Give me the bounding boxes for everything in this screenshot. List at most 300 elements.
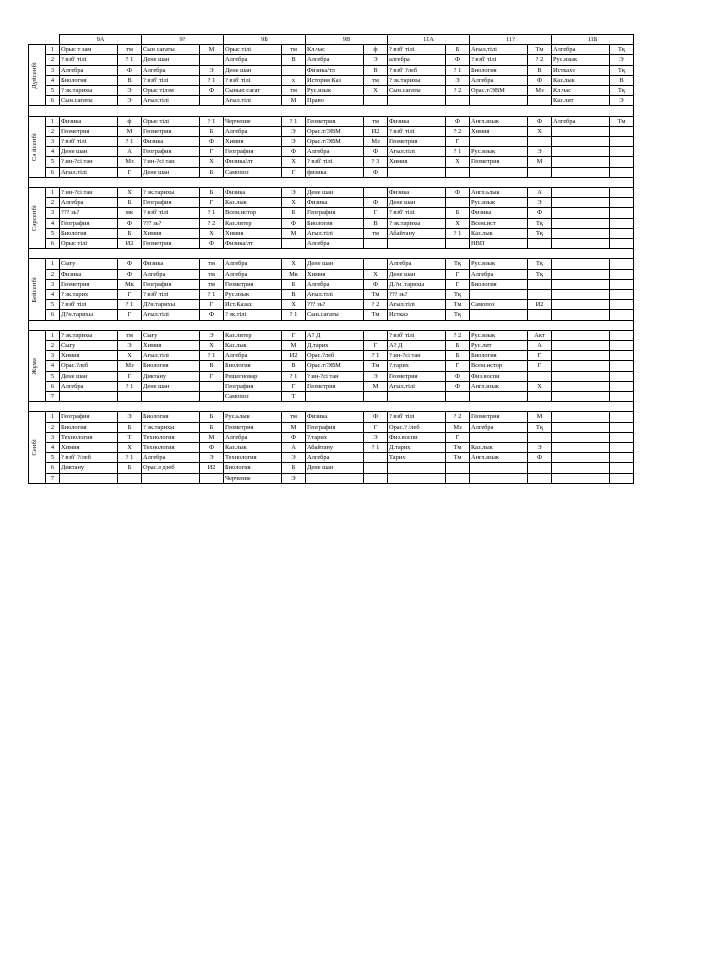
teacher-cell: Э bbox=[364, 432, 388, 442]
teacher-cell: Т bbox=[282, 392, 306, 402]
teacher-cell: Э bbox=[118, 86, 142, 96]
teacher-cell: Э bbox=[528, 443, 552, 453]
teacher-cell: Тқ bbox=[528, 259, 552, 269]
subject-cell: Дене шан bbox=[224, 65, 282, 75]
teacher-cell: тм bbox=[118, 330, 142, 340]
subject-cell: Физика bbox=[388, 188, 446, 198]
subject-cell: География bbox=[306, 208, 364, 218]
teacher-cell: Б bbox=[200, 126, 224, 136]
day-spacer bbox=[29, 177, 634, 187]
teacher-cell: Ф bbox=[364, 198, 388, 208]
teacher-cell: ? 1 bbox=[118, 300, 142, 310]
lesson-number: 1 bbox=[46, 188, 60, 198]
teacher-cell bbox=[364, 96, 388, 106]
teacher-cell: Ф bbox=[118, 259, 142, 269]
subject-cell: Решегновар bbox=[224, 371, 282, 381]
subject-cell bbox=[552, 147, 610, 157]
teacher-cell bbox=[610, 381, 634, 391]
subject-cell bbox=[552, 422, 610, 432]
subject-cell: Геометрия bbox=[470, 412, 528, 422]
subject-cell: Геометрия bbox=[470, 157, 528, 167]
subject-cell: Каз.лык bbox=[224, 443, 282, 453]
teacher-cell: ? 2 bbox=[446, 330, 470, 340]
table-row bbox=[29, 371, 634, 381]
subject-cell: Орыс тілі bbox=[142, 116, 200, 126]
subject-cell: Сын.сағаты bbox=[388, 86, 446, 96]
teacher-cell: М bbox=[364, 381, 388, 391]
day-spacer-cell bbox=[29, 177, 634, 187]
subject-cell: ??? зь? bbox=[60, 208, 118, 218]
day-label-3 bbox=[29, 188, 46, 249]
teacher-cell: Х bbox=[282, 157, 306, 167]
subject-cell: Ағыл.тілі bbox=[142, 96, 200, 106]
lesson-number: 5 bbox=[46, 228, 60, 238]
subject-cell bbox=[552, 330, 610, 340]
subject-cell: ??? зь? bbox=[142, 218, 200, 228]
subject-cell: ? зк.тілі bbox=[224, 310, 282, 320]
lesson-number: 5 bbox=[46, 300, 60, 310]
teacher-cell: Э bbox=[446, 75, 470, 85]
subject-cell: ? ин-?сі тан bbox=[142, 157, 200, 167]
subject-cell: Дене шан bbox=[60, 371, 118, 381]
day-label-2 bbox=[29, 116, 46, 177]
teacher-cell bbox=[610, 300, 634, 310]
subject-cell: Д?н.тарихы bbox=[60, 310, 118, 320]
header-class-7: 11Б bbox=[552, 35, 634, 45]
teacher-cell bbox=[200, 381, 224, 391]
subject-cell: Технология bbox=[224, 453, 282, 463]
schedule-page bbox=[0, 34, 728, 975]
subject-cell: ? зк.тарихы bbox=[60, 330, 118, 340]
subject-cell: Алгебра bbox=[60, 198, 118, 208]
subject-cell: Англ.язык bbox=[470, 116, 528, 126]
subject-cell: Англ.язык bbox=[470, 453, 528, 463]
lesson-number: 1 bbox=[46, 45, 60, 55]
subject-cell: ?.тарих bbox=[388, 361, 446, 371]
subject-cell: Сын.сағаты bbox=[60, 96, 118, 106]
table-row bbox=[29, 45, 634, 55]
subject-cell: Орас.? /леб bbox=[388, 422, 446, 432]
teacher-cell: ? 1 bbox=[446, 65, 470, 75]
subject-cell: Алгебра bbox=[470, 269, 528, 279]
subject-cell bbox=[470, 96, 528, 106]
subject-cell: ? взб' тілі bbox=[60, 137, 118, 147]
header-class-1: 9А bbox=[60, 35, 142, 45]
lesson-number: 4 bbox=[46, 361, 60, 371]
teacher-cell: Г bbox=[118, 310, 142, 320]
teacher-cell bbox=[610, 290, 634, 300]
subject-cell: физика bbox=[306, 167, 364, 177]
teacher-cell: Г bbox=[118, 167, 142, 177]
table-row bbox=[29, 116, 634, 126]
table-row bbox=[29, 392, 634, 402]
teacher-cell bbox=[282, 65, 306, 75]
teacher-cell bbox=[446, 198, 470, 208]
lesson-number: 6 bbox=[46, 96, 60, 106]
teacher-cell: ? 1 bbox=[446, 228, 470, 238]
lesson-number: 5 bbox=[46, 157, 60, 167]
lesson-number: 2 bbox=[46, 269, 60, 279]
subject-cell: Орыс тілі bbox=[60, 239, 118, 249]
teacher-cell: тм bbox=[118, 45, 142, 55]
subject-cell: Технология bbox=[142, 443, 200, 453]
subject-cell bbox=[142, 473, 200, 483]
subject-cell: Орас.?леб bbox=[60, 361, 118, 371]
teacher-cell: Г bbox=[446, 361, 470, 371]
subject-cell: Ағыл.тілі bbox=[224, 96, 282, 106]
teacher-cell bbox=[610, 310, 634, 320]
subject-cell: Орас.ә дзеб bbox=[142, 463, 200, 473]
teacher-cell: Тқ bbox=[446, 310, 470, 320]
subject-cell: Алгебра bbox=[224, 269, 282, 279]
lesson-number: 4 bbox=[46, 75, 60, 85]
subject-cell bbox=[470, 432, 528, 442]
teacher-cell bbox=[610, 412, 634, 422]
subject-cell bbox=[470, 310, 528, 320]
teacher-cell: Э bbox=[200, 65, 224, 75]
subject-cell: Технология bbox=[142, 432, 200, 442]
teacher-cell: Тқ bbox=[446, 259, 470, 269]
teacher-cell: Х bbox=[446, 218, 470, 228]
teacher-cell: Тқ bbox=[610, 65, 634, 75]
table-row bbox=[29, 126, 634, 136]
teacher-cell bbox=[610, 330, 634, 340]
teacher-cell: ? 1 bbox=[200, 208, 224, 218]
day-label-6 bbox=[29, 412, 46, 483]
teacher-cell: ? 1 bbox=[282, 310, 306, 320]
teacher-cell: тм bbox=[282, 412, 306, 422]
subject-cell bbox=[552, 463, 610, 473]
teacher-cell: Тқ bbox=[528, 218, 552, 228]
subject-cell: ? ин-?сі тан bbox=[306, 371, 364, 381]
subject-cell: ? взб' ?/леб bbox=[60, 453, 118, 463]
subject-cell: Геометрия bbox=[306, 381, 364, 391]
subject-cell bbox=[552, 228, 610, 238]
subject-cell: Англ.ьлык bbox=[470, 188, 528, 198]
lesson-number: 4 bbox=[46, 443, 60, 453]
subject-cell: Каз.лык bbox=[470, 228, 528, 238]
subject-cell: ? взб' тілі bbox=[224, 75, 282, 85]
teacher-cell: ? 1 bbox=[282, 116, 306, 126]
table-row bbox=[29, 432, 634, 442]
teacher-cell: ? 1 bbox=[282, 371, 306, 381]
subject-cell: Физика bbox=[60, 269, 118, 279]
subject-cell: Биология bbox=[306, 218, 364, 228]
teacher-cell: Ф bbox=[528, 75, 552, 85]
teacher-cell bbox=[610, 157, 634, 167]
teacher-cell: Г bbox=[200, 147, 224, 157]
subject-cell: Сын сағаты bbox=[142, 45, 200, 55]
subject-cell bbox=[470, 463, 528, 473]
teacher-cell: А bbox=[528, 341, 552, 351]
teacher-cell: Тқ bbox=[528, 228, 552, 238]
lesson-number: 3 bbox=[46, 208, 60, 218]
teacher-cell bbox=[528, 96, 552, 106]
subject-cell: Дене шан bbox=[60, 147, 118, 157]
teacher-cell: Ф bbox=[200, 310, 224, 320]
teacher-cell: Х bbox=[200, 228, 224, 238]
subject-cell bbox=[552, 381, 610, 391]
day-spacer bbox=[29, 402, 634, 412]
subject-cell: Орас.т/ЭВМ bbox=[306, 137, 364, 147]
teacher-cell: Ф bbox=[200, 86, 224, 96]
subject-cell: Биология bbox=[60, 228, 118, 238]
teacher-cell bbox=[200, 392, 224, 402]
lesson-number: 3 bbox=[46, 279, 60, 289]
subject-cell: Алгебра bbox=[552, 45, 610, 55]
teacher-cell: Б bbox=[446, 45, 470, 55]
subject-cell: Дене шан bbox=[306, 259, 364, 269]
lesson-number: 5 bbox=[46, 371, 60, 381]
teacher-cell: Э bbox=[118, 341, 142, 351]
teacher-cell: Ф bbox=[446, 116, 470, 126]
teacher-cell: Э bbox=[364, 55, 388, 65]
teacher-cell: Тқ bbox=[610, 45, 634, 55]
teacher-cell: Г bbox=[282, 330, 306, 340]
subject-cell: Самопоз bbox=[470, 300, 528, 310]
teacher-cell: Б bbox=[118, 228, 142, 238]
teacher-cell: Э bbox=[200, 330, 224, 340]
lesson-number: 4 bbox=[46, 290, 60, 300]
subject-cell: Алгебра bbox=[224, 126, 282, 136]
subject-cell: Рус.ьлык bbox=[224, 412, 282, 422]
subject-cell bbox=[552, 208, 610, 218]
subject-cell: Алгебра bbox=[60, 65, 118, 75]
teacher-cell: Х bbox=[446, 157, 470, 167]
subject-cell: Химия bbox=[224, 137, 282, 147]
subject-cell: Ағыл.тілі bbox=[470, 45, 528, 55]
teacher-cell: ? 1 bbox=[200, 290, 224, 300]
subject-cell: Абайтану bbox=[306, 443, 364, 453]
subject-cell: Алгебра bbox=[388, 259, 446, 269]
subject-cell: ? взб' тілі bbox=[388, 330, 446, 340]
subject-cell: Геометрия bbox=[388, 137, 446, 147]
table-row bbox=[29, 157, 634, 167]
day-spacer-cell bbox=[29, 249, 634, 259]
teacher-cell: х bbox=[282, 75, 306, 85]
subject-cell: Исткаэ bbox=[388, 310, 446, 320]
subject-cell: Физ.воспи bbox=[388, 432, 446, 442]
teacher-cell bbox=[446, 392, 470, 402]
subject-cell: Самопоз bbox=[224, 392, 282, 402]
teacher-cell bbox=[364, 188, 388, 198]
header-class-3: 9Б bbox=[224, 35, 306, 45]
table-row bbox=[29, 218, 634, 228]
lesson-number: 3 bbox=[46, 137, 60, 147]
table-row bbox=[29, 341, 634, 351]
subject-cell: Химия bbox=[142, 341, 200, 351]
teacher-cell bbox=[446, 473, 470, 483]
lesson-number: 5 bbox=[46, 453, 60, 463]
subject-cell bbox=[552, 239, 610, 249]
teacher-cell: Х bbox=[118, 351, 142, 361]
teacher-cell bbox=[610, 208, 634, 218]
subject-cell: Биология bbox=[60, 75, 118, 85]
teacher-cell bbox=[610, 463, 634, 473]
table-row bbox=[29, 208, 634, 218]
subject-cell bbox=[470, 473, 528, 483]
subject-cell: ??? зь? bbox=[388, 290, 446, 300]
subject-cell: Д.тарих bbox=[306, 341, 364, 351]
teacher-cell: Б bbox=[446, 208, 470, 218]
teacher-cell: М bbox=[282, 422, 306, 432]
teacher-cell: тм bbox=[282, 45, 306, 55]
subject-cell: Химия bbox=[224, 228, 282, 238]
teacher-cell: Э bbox=[200, 453, 224, 463]
subject-cell: Химия bbox=[388, 157, 446, 167]
teacher-cell: Х bbox=[364, 269, 388, 279]
teacher-cell: ? 1 bbox=[118, 381, 142, 391]
teacher-cell: ? 1 bbox=[118, 137, 142, 147]
teacher-cell: Г bbox=[364, 422, 388, 432]
day-label-1 bbox=[29, 45, 46, 106]
subject-cell: ? взб' тілі bbox=[142, 75, 200, 85]
subject-cell bbox=[552, 361, 610, 371]
teacher-cell: Б bbox=[200, 167, 224, 177]
teacher-cell: Г bbox=[282, 167, 306, 177]
subject-cell: Физ.воспи bbox=[470, 371, 528, 381]
subject-cell: Сынып сағат bbox=[224, 86, 282, 96]
teacher-cell: тм bbox=[282, 86, 306, 96]
subject-cell: Ағыл.тілі bbox=[142, 351, 200, 361]
teacher-cell: Тқ bbox=[446, 290, 470, 300]
table-row bbox=[29, 443, 634, 453]
subject-cell: Рус.лит bbox=[470, 341, 528, 351]
teacher-cell bbox=[528, 473, 552, 483]
subject-cell: Биология bbox=[142, 412, 200, 422]
table-row bbox=[29, 55, 634, 65]
subject-cell bbox=[388, 167, 446, 177]
subject-cell: ? взб' тілі bbox=[142, 208, 200, 218]
teacher-cell bbox=[610, 361, 634, 371]
teacher-cell: Х bbox=[118, 443, 142, 453]
teacher-cell: ? 1 bbox=[364, 443, 388, 453]
table-row bbox=[29, 310, 634, 320]
teacher-cell: ? 1 bbox=[200, 116, 224, 126]
subject-cell: Черчение bbox=[224, 473, 282, 483]
subject-cell: Дене шан bbox=[142, 167, 200, 177]
teacher-cell bbox=[610, 351, 634, 361]
teacher-cell: Б bbox=[118, 198, 142, 208]
table-row bbox=[29, 188, 634, 198]
teacher-cell: Э bbox=[528, 147, 552, 157]
subject-cell bbox=[552, 341, 610, 351]
teacher-cell: И2 bbox=[528, 300, 552, 310]
header-corner-num bbox=[46, 35, 60, 45]
subject-cell: География bbox=[306, 422, 364, 432]
subject-cell: Ист.Казах bbox=[224, 300, 282, 310]
subject-cell: Химия bbox=[306, 269, 364, 279]
day-spacer bbox=[29, 106, 634, 116]
subject-cell: Геометрия bbox=[388, 371, 446, 381]
teacher-cell: Х bbox=[282, 300, 306, 310]
teacher-cell: Мз bbox=[446, 422, 470, 432]
subject-cell: Каз.литер bbox=[224, 218, 282, 228]
teacher-cell: Э bbox=[282, 188, 306, 198]
subject-cell: Дене шан bbox=[142, 55, 200, 65]
teacher-cell: тм bbox=[364, 75, 388, 85]
day-label-4 bbox=[29, 259, 46, 320]
subject-cell: алгебра bbox=[388, 55, 446, 65]
lesson-number: 6 bbox=[46, 167, 60, 177]
subject-cell: ? зк.тарихы bbox=[142, 188, 200, 198]
subject-cell: Каз.лык bbox=[224, 341, 282, 351]
teacher-cell: Мк bbox=[118, 279, 142, 289]
teacher-cell: Тқ bbox=[528, 422, 552, 432]
subject-cell bbox=[552, 443, 610, 453]
subject-cell: Биология bbox=[470, 279, 528, 289]
subject-cell: Ағыл.тілі bbox=[142, 310, 200, 320]
teacher-cell: Ф bbox=[364, 412, 388, 422]
teacher-cell bbox=[364, 392, 388, 402]
teacher-cell: Г bbox=[118, 371, 142, 381]
subject-cell: Физика/лт bbox=[224, 239, 282, 249]
teacher-cell: Ф bbox=[528, 453, 552, 463]
teacher-cell: Б bbox=[200, 422, 224, 432]
teacher-cell: М bbox=[282, 96, 306, 106]
subject-cell: Каз.лит bbox=[552, 96, 610, 106]
teacher-cell: И2 bbox=[118, 239, 142, 249]
subject-cell: Д.тарих bbox=[388, 443, 446, 453]
teacher-cell: тм bbox=[200, 269, 224, 279]
subject-cell: Физика bbox=[306, 412, 364, 422]
teacher-cell bbox=[610, 198, 634, 208]
subject-cell: География bbox=[60, 412, 118, 422]
table-row bbox=[29, 137, 634, 147]
subject-cell: ? взб' тілі bbox=[470, 55, 528, 65]
teacher-cell: Г bbox=[364, 208, 388, 218]
subject-cell: Ағыл.тілі bbox=[388, 300, 446, 310]
subject-cell: Химия bbox=[60, 351, 118, 361]
teacher-cell: Ф bbox=[364, 147, 388, 157]
subject-cell: Физика/тл bbox=[306, 65, 364, 75]
subject-cell bbox=[552, 167, 610, 177]
teacher-cell: тм bbox=[364, 116, 388, 126]
lesson-number: 2 bbox=[46, 55, 60, 65]
lesson-number: 1 bbox=[46, 412, 60, 422]
subject-cell: Физика bbox=[306, 198, 364, 208]
subject-cell: Орыс т зам bbox=[60, 45, 118, 55]
table-row bbox=[29, 75, 634, 85]
table-row bbox=[29, 330, 634, 340]
subject-cell: География bbox=[224, 381, 282, 391]
teacher-cell: Тқ bbox=[528, 269, 552, 279]
teacher-cell: ? 2 bbox=[446, 86, 470, 96]
teacher-cell: ? 1 bbox=[118, 453, 142, 463]
table-row bbox=[29, 463, 634, 473]
teacher-cell: И2 bbox=[200, 463, 224, 473]
teacher-cell bbox=[364, 473, 388, 483]
teacher-cell: М bbox=[528, 157, 552, 167]
teacher-cell: Г bbox=[200, 198, 224, 208]
teacher-cell: Ф bbox=[282, 147, 306, 157]
subject-cell: Химия bbox=[470, 126, 528, 136]
subject-cell: Каз.лык bbox=[470, 443, 528, 453]
subject-cell bbox=[470, 167, 528, 177]
subject-cell: Орас.т/ЭВМ bbox=[306, 126, 364, 136]
teacher-cell: М bbox=[282, 341, 306, 351]
subject-cell: Химия bbox=[60, 443, 118, 453]
subject-cell: Биология bbox=[224, 361, 282, 371]
teacher-cell: Г bbox=[200, 300, 224, 310]
teacher-cell: Ф bbox=[528, 116, 552, 126]
lesson-number: 2 bbox=[46, 126, 60, 136]
teacher-cell: Г bbox=[364, 341, 388, 351]
subject-cell: География bbox=[60, 218, 118, 228]
teacher-cell: Ф bbox=[446, 55, 470, 65]
subject-cell: Рус.язык bbox=[224, 290, 282, 300]
subject-cell: НВП bbox=[470, 239, 528, 249]
